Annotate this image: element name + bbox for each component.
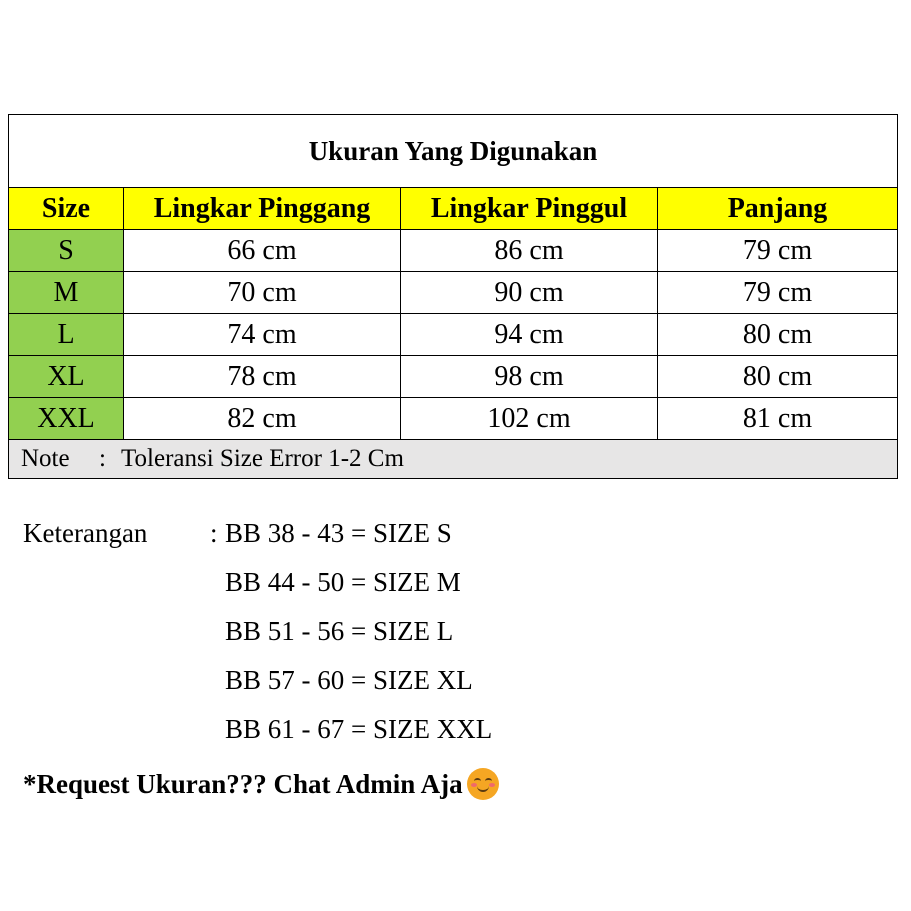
note-row — [9, 440, 898, 479]
note-text: Toleransi Size Error 1-2 Cm — [121, 445, 404, 472]
table-row — [9, 230, 898, 272]
pinggul-cell: 86 cm — [401, 230, 658, 272]
keterangan-row — [23, 714, 492, 763]
panjang-cell: 79 cm — [658, 272, 898, 314]
pinggul-cell: 98 cm — [401, 356, 658, 398]
keterangan-colon: : — [210, 518, 218, 548]
pinggul-cell: 102 cm — [401, 398, 658, 440]
header-lingkar-pinggul: Lingkar Pinggul — [401, 188, 658, 230]
table-row — [9, 314, 898, 356]
pinggang-cell: 74 cm — [124, 314, 401, 356]
keterangan-row — [23, 616, 492, 665]
panjang-cell: 80 cm — [658, 314, 898, 356]
request-note — [23, 768, 499, 800]
pinggul-cell: 90 cm — [401, 272, 658, 314]
note-label: Note — [21, 445, 70, 472]
pinggang-cell: 78 cm — [124, 356, 401, 398]
table-row — [9, 356, 898, 398]
keterangan-item: BB 61 - 67 = SIZE XXL — [225, 714, 493, 744]
size-cell: XL — [9, 356, 124, 398]
note-cell — [9, 440, 898, 479]
keterangan-row — [23, 518, 492, 567]
header-size: Size — [9, 188, 124, 230]
panjang-cell: 81 cm — [658, 398, 898, 440]
pinggang-cell: 70 cm — [124, 272, 401, 314]
panjang-cell: 80 cm — [658, 356, 898, 398]
request-text: *Request Ukuran??? Chat Admin Aja — [23, 768, 463, 799]
table-title: Ukuran Yang Digunakan — [9, 115, 898, 188]
pinggang-cell: 66 cm — [124, 230, 401, 272]
header-panjang: Panjang — [658, 188, 898, 230]
table-header-row — [9, 188, 898, 230]
keterangan-section — [23, 518, 492, 763]
size-cell: XXL — [9, 398, 124, 440]
size-chart-table — [8, 114, 898, 479]
size-cell: S — [9, 230, 124, 272]
keterangan-row — [23, 567, 492, 616]
size-cell: M — [9, 272, 124, 314]
smiling-face-icon — [467, 768, 499, 800]
pinggul-cell: 94 cm — [401, 314, 658, 356]
keterangan-row — [23, 665, 492, 714]
keterangan-item: BB 57 - 60 = SIZE XL — [225, 665, 473, 695]
keterangan-item: BB 44 - 50 = SIZE M — [225, 567, 461, 597]
keterangan-item: BB 51 - 56 = SIZE L — [225, 616, 454, 646]
header-lingkar-pinggang: Lingkar Pinggang — [124, 188, 401, 230]
pinggang-cell: 82 cm — [124, 398, 401, 440]
keterangan-label: Keterangan — [23, 518, 148, 548]
table-row — [9, 272, 898, 314]
panjang-cell: 79 cm — [658, 230, 898, 272]
note-colon: : — [99, 445, 106, 472]
size-cell: L — [9, 314, 124, 356]
table-title-row — [9, 115, 898, 188]
table-row — [9, 398, 898, 440]
keterangan-item: BB 38 - 43 = SIZE S — [225, 518, 452, 548]
